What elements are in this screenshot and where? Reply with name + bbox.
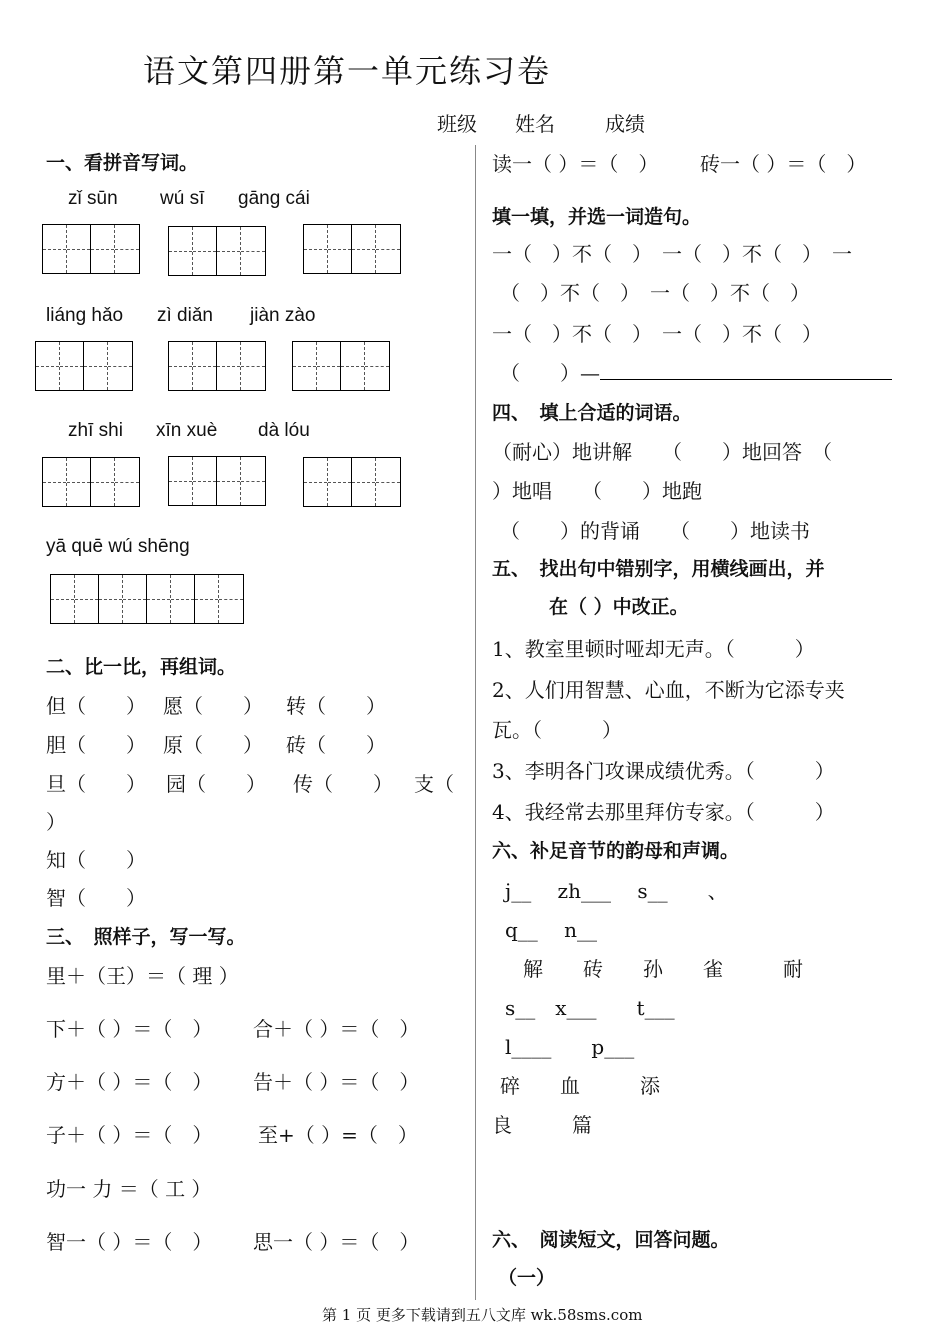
fill-line: 一（ ）不（ ） 一（ ）不（ ） bbox=[492, 322, 822, 346]
fill-line: （耐心）地讲解 （ ）地回答 （ bbox=[492, 440, 832, 464]
section5-heading-cont: 在（ ）中改正。 bbox=[549, 596, 689, 618]
writing-grid[interactable] bbox=[42, 224, 140, 274]
writing-grid[interactable] bbox=[292, 341, 390, 391]
writing-grid[interactable] bbox=[35, 341, 133, 391]
section3-heading: 三、 照样子，写一写。 bbox=[46, 926, 246, 948]
pinyin: liáng hǎo bbox=[46, 305, 124, 326]
compare-item: 旦（ ） bbox=[46, 772, 146, 796]
pinyin: yā quē wú shēng bbox=[46, 536, 190, 557]
pinyin: dà lóu bbox=[258, 420, 310, 441]
section2-heading: 二、比一比，再组词。 bbox=[46, 656, 237, 678]
pinyin: zì diǎn bbox=[157, 305, 213, 326]
example-line: 里＋（王）＝（ 理 ） bbox=[46, 964, 239, 988]
pinyin: zhī shi bbox=[68, 420, 123, 441]
pinyin: jiàn zào bbox=[250, 305, 316, 326]
pinyin: gāng cái bbox=[238, 188, 310, 209]
writing-grid[interactable] bbox=[168, 456, 266, 506]
pinyin: xīn xuè bbox=[156, 420, 218, 441]
equation: 至+（ ）=（ ） bbox=[258, 1123, 418, 1147]
compare-item: 原（ ） bbox=[163, 733, 263, 757]
compare-item: 砖（ ） bbox=[286, 733, 386, 757]
equation: 合＋（ ）＝（ ） bbox=[253, 1017, 420, 1041]
syllable-line: s__ x___ t___ bbox=[505, 996, 675, 1020]
section4-heading: 四、 填上合适的词语。 bbox=[492, 402, 692, 424]
section7-subheading: （一） bbox=[498, 1267, 556, 1289]
equation: 智一（ ）＝（ ） bbox=[46, 1230, 213, 1254]
error-item: 2、人们用智慧、心血，不断为它添专夹 bbox=[492, 678, 845, 702]
syllable-line: 解 砖 孙 雀 耐 bbox=[523, 957, 803, 981]
writing-grid[interactable] bbox=[168, 226, 266, 276]
section7-heading: 六、 阅读短文，回答问题。 bbox=[492, 1229, 730, 1251]
section5-heading: 五、 找出句中错别字，用横线画出，并 bbox=[492, 558, 825, 580]
syllable-line: l____ p___ bbox=[505, 1035, 635, 1059]
compare-item: 传（ ） bbox=[293, 772, 393, 796]
equation: 下＋（ ）＝（ ） bbox=[46, 1017, 213, 1041]
syllable-line: 碎 血 添 bbox=[500, 1074, 660, 1098]
score-label: 成绩 bbox=[605, 112, 645, 136]
equation: 方＋（ ）＝（ ） bbox=[46, 1070, 213, 1094]
fill-line: （ ）不（ ） 一（ ）不（ ） bbox=[500, 281, 810, 305]
compare-item: 支（ bbox=[414, 772, 454, 796]
fill-heading: 填一填，并选一词造句。 bbox=[492, 206, 702, 228]
writing-grid[interactable] bbox=[168, 341, 266, 391]
compare-item: ） bbox=[46, 810, 66, 834]
compare-item: 愿（ ） bbox=[163, 694, 263, 718]
equation: 读一（ ）＝（ ） bbox=[492, 152, 659, 176]
fill-line bbox=[500, 357, 892, 386]
fill-line: （ ）的背诵 （ ）地读书 bbox=[500, 519, 810, 543]
writing-grid[interactable] bbox=[42, 457, 140, 507]
writing-grid[interactable] bbox=[303, 457, 401, 507]
error-item: 1、教室里顿时哑却无声。（ ） bbox=[492, 637, 815, 661]
syllable-line: 良 篇 bbox=[492, 1113, 592, 1137]
sentence-blank[interactable] bbox=[600, 359, 892, 380]
page-title: 语文第四册第一单元练习卷 bbox=[143, 52, 552, 90]
name-label: 姓名 bbox=[515, 112, 555, 136]
example-line: 功一 力 ＝（ 工 ） bbox=[46, 1177, 212, 1201]
error-item: 4、我经常去那里拜仿专家。（ ） bbox=[492, 800, 835, 824]
equation: 砖一（ ）＝（ ） bbox=[700, 152, 867, 176]
equation: 告＋（ ）＝（ ） bbox=[253, 1070, 420, 1094]
error-item: 3、李明各门攻课成绩优秀。（ ） bbox=[492, 759, 835, 783]
error-item: 瓦。（ ） bbox=[492, 718, 622, 742]
writing-grid[interactable] bbox=[303, 224, 401, 274]
pinyin: zǐ sūn bbox=[68, 188, 118, 209]
compare-item: 但（ ） bbox=[46, 694, 146, 718]
fill-line: 一（ ）不（ ） 一（ ）不（ ） 一 bbox=[492, 242, 852, 266]
section1-heading: 一、看拼音写词。 bbox=[46, 152, 199, 174]
compare-item: 转（ ） bbox=[286, 694, 386, 718]
equation: 子＋（ ）＝（ ） bbox=[46, 1123, 213, 1147]
page-footer: 第 1 页 更多下载请到五八文库 wk.58sms.com bbox=[322, 1306, 643, 1324]
syllable-line: j__ zh___ s__ 、 bbox=[505, 879, 728, 903]
fill-line-text: （ ）— bbox=[500, 361, 600, 385]
section6-heading: 六、补足音节的韵母和声调。 bbox=[492, 840, 740, 862]
writing-grid[interactable] bbox=[50, 574, 244, 624]
compare-item: 知（ ） bbox=[46, 848, 146, 872]
syllable-line: q__ n__ bbox=[505, 918, 598, 942]
fill-line: ）地唱 （ ）地跑 bbox=[492, 479, 702, 503]
equation: 思一（ ）＝（ ） bbox=[253, 1230, 420, 1254]
pinyin: wú sī bbox=[160, 188, 205, 209]
compare-item: 胆（ ） bbox=[46, 733, 146, 757]
class-label: 班级 bbox=[437, 112, 477, 136]
column-divider bbox=[475, 145, 476, 1300]
compare-item: 园（ ） bbox=[166, 772, 266, 796]
compare-item: 智（ ） bbox=[46, 886, 146, 910]
